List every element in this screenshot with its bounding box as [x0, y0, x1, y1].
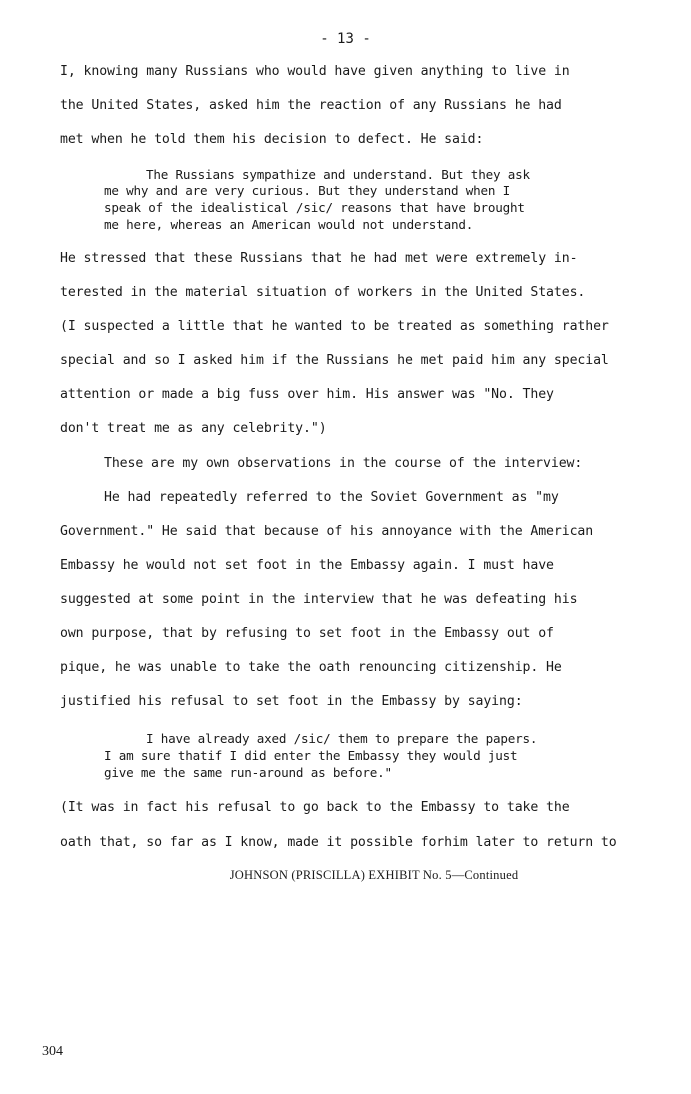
- folio-number: 304: [42, 1044, 63, 1059]
- exhibit-caption: JOHNSON (PRISCILLA) EXHIBIT No. 5—Continued: [229, 868, 519, 882]
- block-quote-line: I am sure thatif I did enter the Embassy they would just: [104, 748, 518, 763]
- text-line: He stressed that these Russians that he had met were extremely in-: [60, 251, 578, 266]
- text-line: He had repeatedly referred to the Soviet Government as "my: [104, 490, 559, 505]
- text-line: own purpose, that by refusing to set foot in the Embassy out of: [60, 626, 554, 641]
- text-line: (I suspected a little that he wanted to be treated as something rather: [60, 319, 609, 334]
- text-line: pique, he was unable to take the oath renouncing citizenship. He: [60, 660, 562, 675]
- text-line: special and so I asked him if the Russians he met paid him any special: [60, 353, 609, 368]
- text-line: Government." He said that because of his annoyance with the American: [60, 524, 594, 539]
- text-line: don't treat me as any celebrity."): [60, 421, 327, 436]
- block-quote-line: speak of the idealistical /sic/ reasons that have brought: [104, 200, 525, 215]
- text-line: These are my own observations in the course of the interview:: [104, 456, 583, 471]
- text-line: justified his refusal to set foot in the Embassy by saying:: [60, 694, 523, 709]
- text-line: Embassy he would not set foot in the Embassy again. I must have: [60, 558, 554, 573]
- text-line: oath that, so far as I know, made it possible forhim later to return to: [60, 835, 617, 850]
- block-quote-line: me why and are very curious. But they understand when I: [104, 183, 511, 198]
- block-quote-line: me here, whereas an American would not understand.: [104, 217, 474, 232]
- page-number: - 13 -: [320, 31, 371, 47]
- text-line: (It was in fact his refusal to go back to the Embassy to take the: [60, 800, 570, 815]
- block-quote-line: The Russians sympathize and understand. But they ask: [146, 167, 530, 182]
- text-line: suggested at some point in the interview that he was defeating his: [60, 592, 578, 607]
- text-line: I, knowing many Russians who would have given anything to live in: [60, 64, 570, 79]
- text-line: the United States, asked him the reaction of any Russians he had: [60, 98, 562, 113]
- block-quote-line: give me the same run-around as before.": [104, 765, 392, 780]
- text-line: met when he told them his decision to defect. He said:: [60, 132, 484, 147]
- text-line: terested in the material situation of workers in the United States.: [60, 285, 586, 300]
- block-quote-line: I have already axed /sic/ them to prepare the papers.: [146, 731, 538, 746]
- text-line: attention or made a big fuss over him. His answer was "No. They: [60, 387, 554, 402]
